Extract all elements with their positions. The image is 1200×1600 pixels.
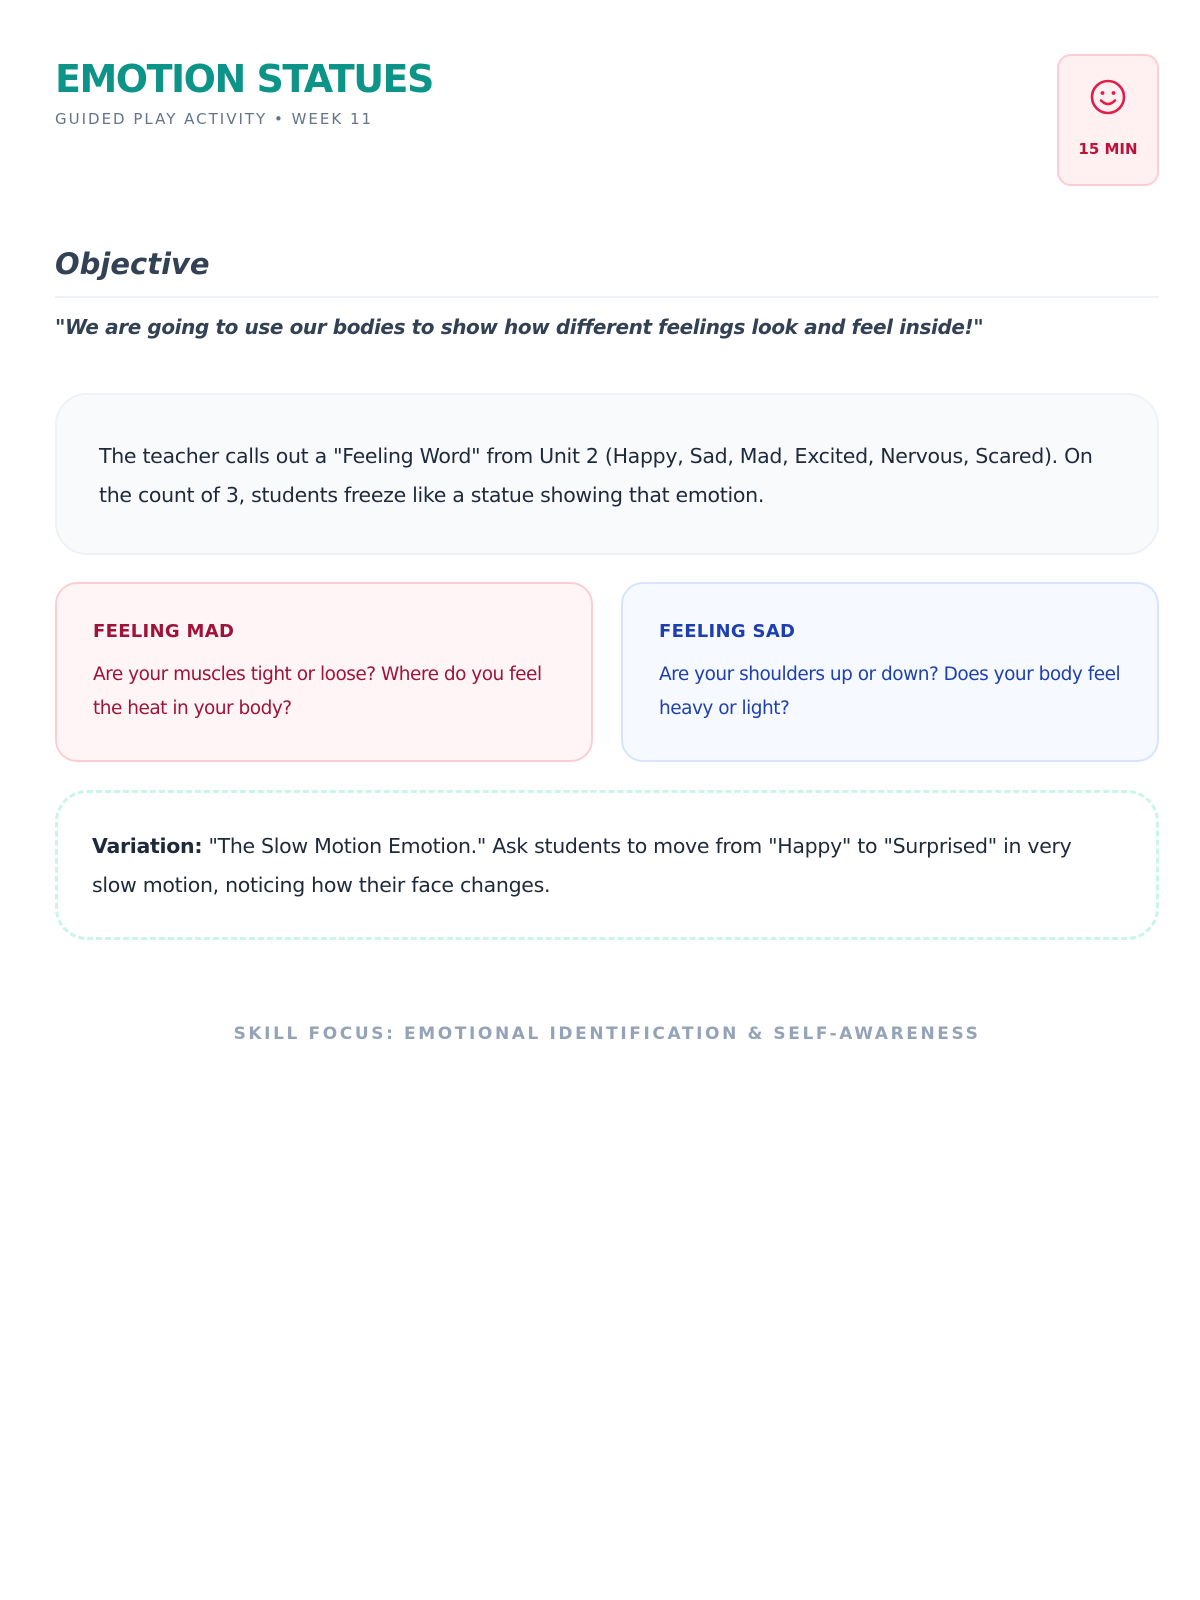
feeling-sad-text: Are your shoulders up or down? Does your body feel heavy or light?	[659, 664, 1121, 719]
objective-heading: Objective	[55, 247, 210, 281]
page-subtitle: GUIDED PLAY ACTIVITY • WEEK 11	[55, 110, 374, 128]
page-header	[55, 0, 1159, 200]
feeling-sad-card	[621, 582, 1159, 762]
instruction-box	[55, 393, 1159, 555]
variation-paragraph	[92, 827, 1122, 905]
duration-label: 15 MIN	[1078, 140, 1138, 158]
instruction-text: The teacher calls out a "Feeling Word" from Unit 2 (Happy, Sad, Mad, Excited, Nervous, Scared). On the count of 3, students freeze like a statue showing that emotion.	[99, 444, 1093, 507]
smiley-face-icon	[1089, 78, 1127, 116]
duration-badge	[1057, 54, 1159, 186]
feeling-sad-title: FEELING SAD	[659, 621, 796, 642]
activity-page	[55, 0, 1159, 1044]
variation-label: Variation:	[92, 834, 203, 858]
objective-quote: "We are going to use our bodies to show how different feelings look and feel inside!"	[55, 315, 984, 339]
feeling-mad-title: FEELING MAD	[93, 621, 235, 642]
feeling-mad-text: Are your muscles tight or loose? Where do you feel the heat in your body?	[93, 664, 542, 719]
feeling-mad-card	[55, 582, 593, 762]
variation-text: "The Slow Motion Emotion." Ask students to move from "Happy" to "Surprised" in very slow motion, noticing how their face changes.	[92, 834, 1072, 897]
skill-focus-footer: SKILL FOCUS: EMOTIONAL IDENTIFICATION & SELF-AWARENESS	[233, 1024, 981, 1044]
variation-box	[55, 790, 1159, 940]
section-divider	[55, 296, 1159, 298]
page-title: EMOTION STATUES	[55, 57, 433, 101]
